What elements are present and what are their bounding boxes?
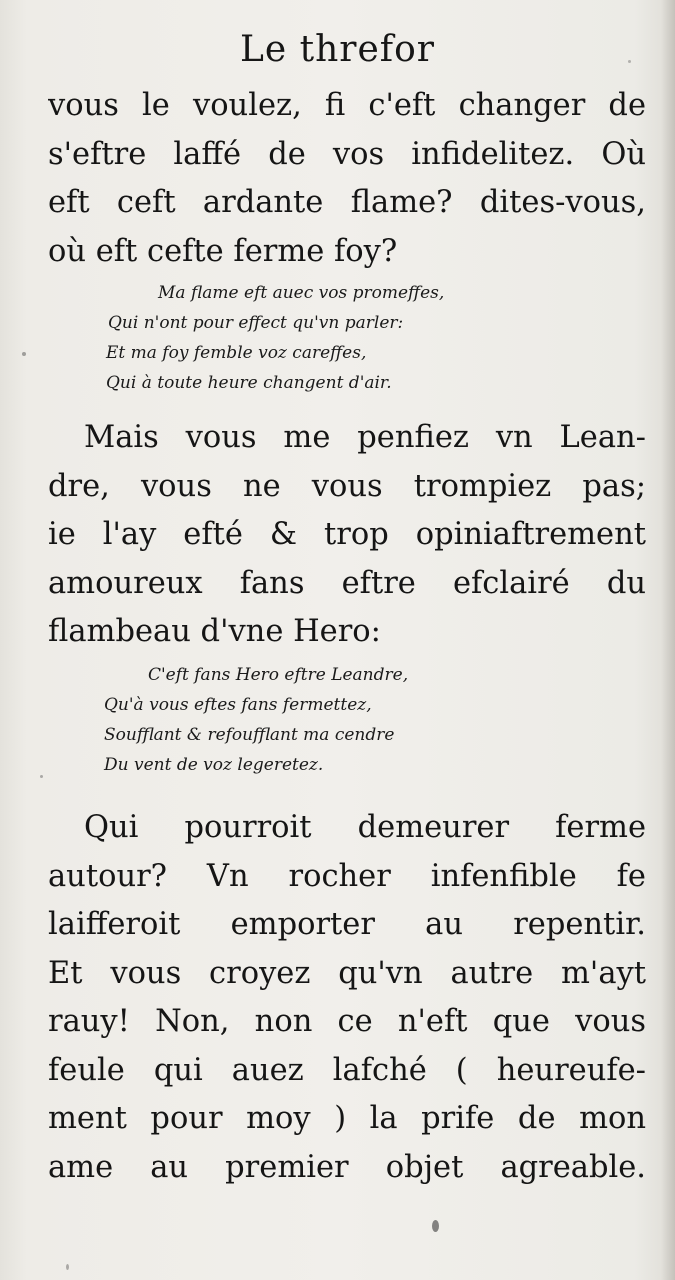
verse-line: C'eft fans Hero eftre Leandre, [148,665,409,685]
text-line: amoureux fans eftre efclairé du [48,565,646,601]
verse-2 [0,660,675,780]
ink-speck [628,60,631,63]
text-line: ie l'ay efté & trop opiniaftrement [48,517,646,552]
text-line: où eft cefte ferme foy? [48,233,398,269]
text-line: ment pour moy ) la prife de mon [48,1101,646,1136]
verse-line: Et ma foy femble voz careffes, [106,343,367,363]
text-line: s'eftre laffé de vos infidelitez. Où [48,136,646,172]
paragraph-2 [48,414,646,657]
verse-line: Soufflant & refoufflant ma cendre [104,725,395,745]
ink-speck [432,1220,439,1232]
ink-speck [40,775,43,778]
verse-line: Qui n'ont pour effect qu'vn parler: [108,313,404,333]
text-line: Et vous croyez qu'vn autre m'ayt [48,955,646,991]
text-line: Qui pourroit demeurer ferme [84,810,646,845]
text-line: feule qui auez lafché ( heureufe- [48,1052,646,1088]
running-header: Le threfor [239,29,436,70]
paragraph-1 [48,82,646,276]
paragraph-3 [48,804,646,1192]
verse-line: Qui à toute heure changent d'air. [106,373,392,393]
verse-line: Du vent de voz legeretez. [104,755,324,775]
text-line: rauy! Non, non ce n'eft que vous [48,1004,646,1039]
text-line: eft ceft ardante flame? dites-vous, [48,185,646,220]
ink-speck [66,1264,69,1270]
ink-speck [22,352,26,356]
text-line: Mais vous me penfiez vn Lean- [84,420,646,455]
text-line: ame au premier objet agreable. [48,1149,646,1185]
text-line: vous le voulez, fi c'eft changer de [48,88,646,123]
text-line: dre, vous ne vous trompiez pas; [48,468,646,504]
text-line: autour? Vn rocher infenfible fe [48,858,646,894]
verse-line: Qu'à vous eftes fans fermettez, [104,695,372,715]
text-line: flambeau d'vne Hero: [48,614,381,649]
verse-line: Ma flame eft auec vos promeffes, [158,283,445,303]
text-line: laifferoit emporter au repentir. [48,907,646,942]
page-edge-shadow [661,0,675,1280]
verse-1 [0,278,675,398]
